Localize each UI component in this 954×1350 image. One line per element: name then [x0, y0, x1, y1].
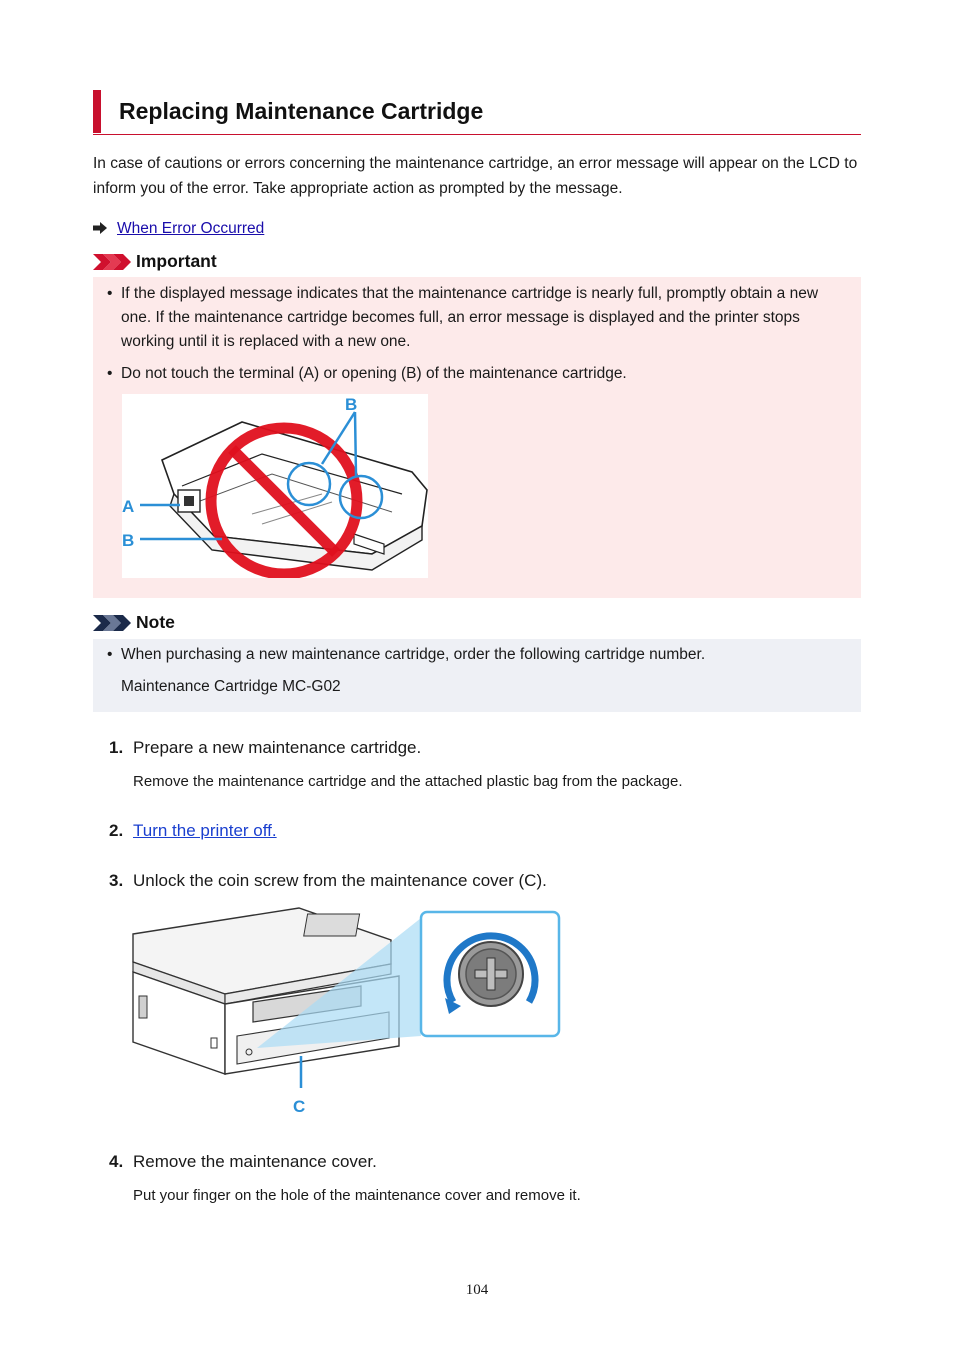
important-chevrons-icon: [93, 254, 131, 270]
step-1-detail: Remove the maintenance cartridge and the attached plastic bag from the package.: [133, 773, 683, 790]
intro-paragraph: In case of cautions or errors concerning the maintenance cartridge, an error message will appear on the LCD to inform you of the error. Take appropriate action as prompted by the message.: [93, 155, 858, 197]
figure-label-b-left: B: [122, 531, 135, 550]
title-accent-bar: [93, 90, 101, 133]
turn-printer-off-link[interactable]: Turn the printer off.: [133, 821, 277, 840]
important-label: Important: [136, 251, 217, 271]
important-bullet-1: • If the displayed message indicates that the maintenance cartridge is nearly full, promptly obtain a new one. If the maintenance cartridge becomes full, an error message is displayed and the printer stops working until it is replaced with a new one.: [107, 285, 819, 350]
printer-coin-screw-figure: [129, 906, 567, 1118]
important-box: [93, 277, 861, 598]
error-link-line: [93, 218, 264, 240]
note-heading: [93, 612, 175, 633]
note-label: Note: [136, 612, 175, 632]
figure-label-b-top: B: [345, 395, 358, 414]
important-heading: [93, 251, 217, 272]
note-box: [93, 639, 861, 712]
step-4-detail: Put your finger on the hole of the maintenance cover and remove it.: [133, 1187, 581, 1204]
cartridge-do-not-touch-figure: [122, 394, 428, 578]
title-header: [93, 90, 861, 135]
note-bullet-1: • When purchasing a new maintenance cartridge, order the following cartridge number.: [107, 646, 706, 663]
important-bullet-2: • Do not touch the terminal (A) or opening (B) of the maintenance cartridge.: [107, 365, 627, 382]
figure-label-a: A: [122, 497, 135, 516]
right-arrow-icon: [93, 222, 107, 234]
when-error-occurred-link[interactable]: When Error Occurred: [117, 220, 265, 237]
page-number: 104: [465, 1282, 489, 1298]
note-chevrons-icon: [93, 615, 131, 631]
figure-label-c: C: [293, 1097, 306, 1116]
page-title: Replacing Maintenance Cartridge: [119, 98, 484, 124]
note-cartridge-number: Maintenance Cartridge MC-G02: [121, 678, 341, 695]
